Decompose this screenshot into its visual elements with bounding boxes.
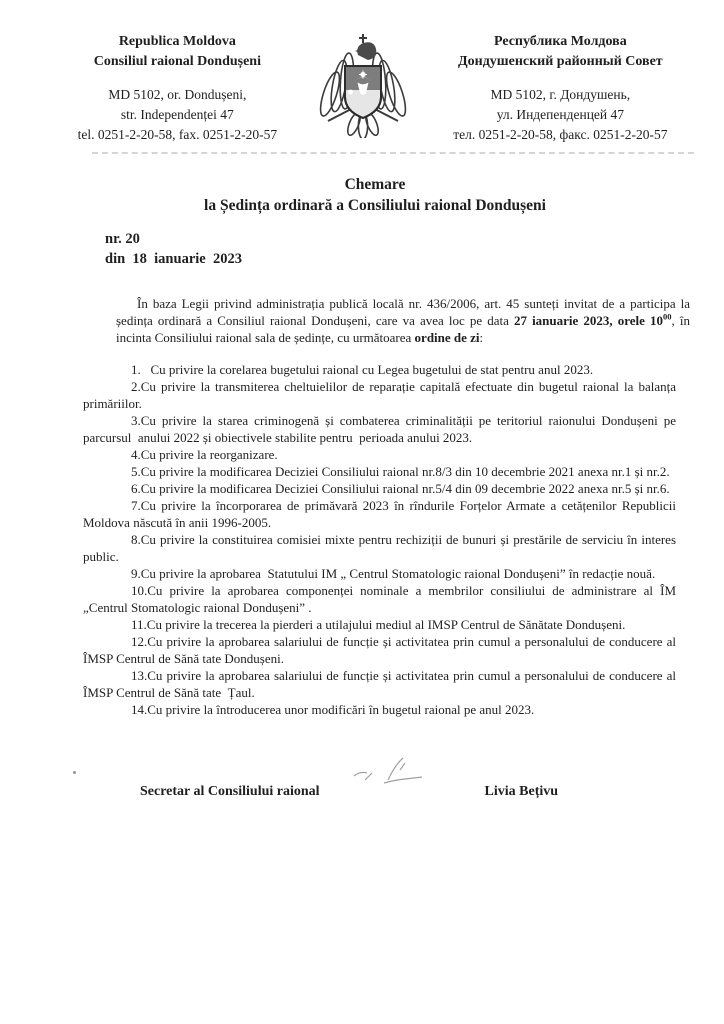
doc-date: din 18 ianuarie 2023: [105, 251, 242, 267]
agenda-item-9: 9.Cu privire la aprobarea Statutului IM „ Centrul Stomatologic raional Dondușeni” în redacție nouă.: [131, 566, 656, 581]
moldova-coat-of-arms-icon: [313, 32, 417, 143]
council-name-ru: Дондушенский районный Совет: [458, 54, 663, 69]
doc-subtitle: la Ședința ordinară a Consiliului raional Dondușeni: [204, 197, 546, 214]
agenda-item-7: 7.Cu privire la încorporarea de primăvară 2023 în rîndurile Forțelor Armate a cetățenilor Republicii Moldova născută în anii 1996-2005.: [83, 498, 676, 530]
agenda-item-11: 11.Cu privire la trecerea la pierderi a utilajului mediul al IMSP Centrul de Sănătate Dondușeni.: [131, 617, 626, 632]
agenda-item-1: 1. Cu privire la corelarea bugetului raional cu Legea bugetului de stat pentru anul 2023.: [131, 362, 594, 377]
doc-title: Chemare: [344, 176, 406, 193]
address-line1-ru: MD 5102, г. Дондушень,: [490, 87, 631, 102]
letterhead-right: [421, 32, 700, 145]
agenda-item-2: 2.Cu privire la transmiterea cheltuielilor de reparație capitală efectuate din bugetul raional la balanța primăriilor.: [83, 379, 676, 411]
intro-bold-agenda: ordine de zi: [414, 330, 480, 345]
agenda-item-14: 14.Cu privire la întroducerea unor modificări în bugetul raional pe anul 2023.: [131, 702, 535, 717]
letterhead-left: [56, 32, 299, 145]
agenda-item-12: 12.Cu privire la aprobarea salariului de funcție și activitatea prin cumul a personalului de conducere al ÎMSP Centrul de Sănă tate Dondușeni.: [83, 634, 676, 666]
phones-ru: тел. 0251-2-20-58, факс. 0251-2-20-57: [453, 127, 668, 142]
letterhead-divider: [92, 152, 694, 154]
council-name-ro: Consiliul raional Dondușeni: [93, 54, 261, 69]
intro-text-3: :: [479, 330, 484, 345]
agenda-item-5: 5.Cu privire la modificarea Deciziei Consiliului raional nr.8/3 din 10 decembrie 2021 anexa nr.1 și nr.2.: [131, 464, 670, 479]
agenda-item-10: 10.Cu privire la aprobarea componenței nominale a membrilor consiliului de administrare al ÎM „Centrul Stomatologic raional Dondușeni” .: [83, 583, 676, 615]
doc-number: nr. 20: [105, 231, 140, 247]
signature-name: Livia Bețivu: [484, 784, 559, 799]
intro-text-2: , în incinta Consiliului raional sala de ședințe, cu următoarea: [116, 313, 690, 345]
signature-row: [140, 754, 676, 800]
scan-artifact-dot: [73, 771, 76, 774]
doc-title-block: [0, 174, 724, 216]
agenda-item-3: 3.Cu privire la starea criminogenă și combaterea criminalității pe teritoriul raionului Dondușeni pe parcursul anului 2022 și obiectivele stabilite pentru perioada anului 2023.: [83, 413, 676, 445]
signature-scribble-icon: [350, 754, 450, 790]
doc-meta: [105, 229, 724, 269]
doc-body: [0, 295, 724, 800]
address-line2-ru: ул. Индепенденцей 47: [496, 107, 625, 122]
intro-text-1: În baza Legii privind administrația publică locală nr. 436/2006, art. 45 sunteți invitat de a participa la ședința ordinară a Consiliul raional Dondușeni, care va avea loc pe data: [116, 296, 690, 328]
address-line1-ro: MD 5102, or. Dondușeni,: [108, 87, 247, 102]
intro-paragraph: [116, 295, 690, 346]
country-name-ro: Republica Moldova: [118, 34, 236, 49]
agenda-item-4: 4.Cu privire la reorganizare.: [131, 447, 278, 462]
agenda-item-8: 8.Cu privire la constituirea comisiei mixte pentru rechiziții de bunuri și prestările de serviciu în interes public.: [83, 532, 676, 564]
agenda-item-6: 6.Cu privire la modificarea Deciziei Consiliului raional nr.5/4 din 09 decembrie 2022 anexa nr.5 și nr.6.: [131, 481, 670, 496]
address-line2-ro: str. Independenței 47: [120, 107, 234, 122]
letterhead: [0, 0, 724, 145]
country-name-ru: Республика Молдова: [493, 34, 627, 49]
intro-bold-date: 27 ianuarie 2023, orele 10: [513, 313, 664, 328]
agenda-list: [83, 361, 676, 718]
agenda-item-13: 13.Cu privire la aprobarea salariului de funcție și activitatea prin cumul a personalului de conducere al ÎMSP Centrul de Sănă tate Țaul.: [83, 668, 676, 700]
signature-role: Secretar al Consiliului raional: [140, 784, 320, 799]
intro-superscript-hours: 00: [663, 311, 672, 322]
phones-ro: tel. 0251-2-20-58, fax. 0251-2-20-57: [77, 127, 278, 142]
